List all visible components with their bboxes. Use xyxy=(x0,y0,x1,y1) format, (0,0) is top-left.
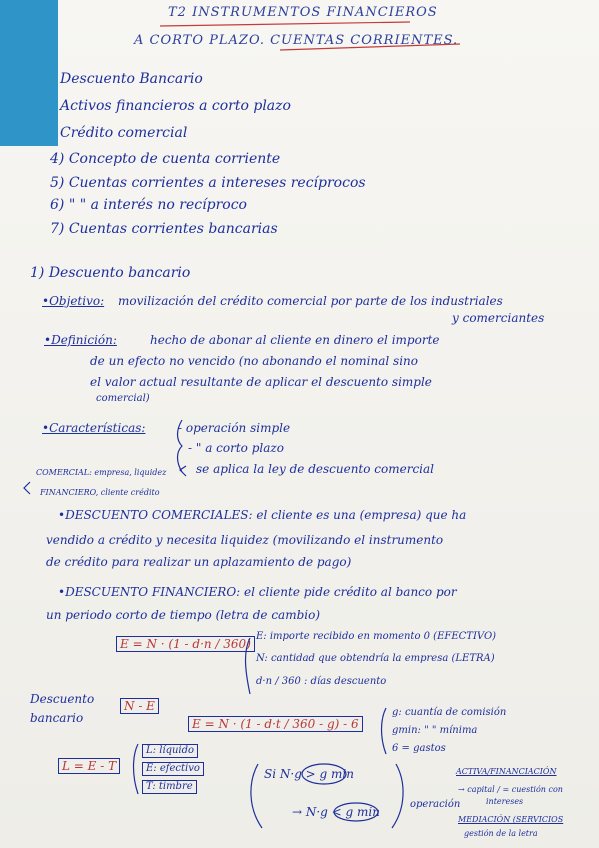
formula-efectivo: E = N · (1 - d·n / 360) xyxy=(116,636,255,652)
objetivo-label: •Objetivo: xyxy=(42,294,105,308)
formula-liquido: L = E - T xyxy=(58,758,120,774)
side-title-descuento: Descuento bancario xyxy=(30,692,95,726)
page-title-line1: T2 INSTRUMENTOS FINANCIEROS xyxy=(168,5,438,20)
operacion-label: operación xyxy=(410,799,461,810)
right-note-5: gestión de la letra xyxy=(464,829,538,838)
right-note-4: MEDIACIÓN (SERVICIOS xyxy=(458,815,564,824)
conditions-right-paren xyxy=(392,764,403,828)
side-note-arrow xyxy=(24,482,30,494)
circle-gmin xyxy=(334,803,378,821)
desc-comerciales-line-3: de crédito para realizar un aplazamiento de pago) xyxy=(46,555,352,569)
definicion-label: •Definición: xyxy=(44,333,117,347)
right-note-2: → capital / = cuestión con xyxy=(458,785,563,794)
condition-2: → N·g < g min xyxy=(292,805,380,819)
legend3-brace xyxy=(134,744,139,794)
index-item-7: 7) Cuentas corrientes bancarias xyxy=(50,221,278,237)
index-item-5: 5) Cuentas corrientes a intereses recíprocos xyxy=(50,175,366,191)
definicion-line-3: el valor actual resultante de aplicar el descuento simple xyxy=(90,375,432,389)
side-note-comercial: COMERCIAL: empresa, liquidez xyxy=(36,468,167,477)
right-note-1: ACTIVA/FINANCIACIÓN xyxy=(456,767,557,776)
index-item-2: Activos financieros a corto plazo xyxy=(60,98,291,114)
desc-financiero-line-2: un periodo corto de tiempo (letra de cambio) xyxy=(46,608,321,622)
legend1-line-1: E: importe recibido en momento 0 (EFECTIVO) xyxy=(256,631,497,642)
section-heading: 1) Descuento bancario xyxy=(30,265,191,281)
legend2-line-1: g: cuantía de comisión xyxy=(392,707,507,718)
condition-1: Si N·g > g min xyxy=(264,767,354,781)
desc-comerciales-line-2: vendido a crédito y necesita liquidez (movilizando el instrumento xyxy=(46,533,444,547)
formula-efectivo-comision: E = N · (1 - d·t / 360 - g) - 6 xyxy=(188,716,363,732)
index-item-3: Crédito comercial xyxy=(60,125,188,141)
caracteristicas-extra: se aplica la ley de descuento comercial xyxy=(196,462,435,476)
n-minus-e-box: N - E xyxy=(120,698,159,714)
objetivo-text-1: movilización del crédito comercial por parte de los industriales xyxy=(118,294,503,308)
definicion-line-1: hecho de abonar al cliente en dinero el importe xyxy=(150,333,440,347)
index-item-6: 6) " " a interés no recíproco xyxy=(50,197,247,213)
legend2-brace xyxy=(382,708,387,754)
legend1-line-3: d·n / 360 : días descuento xyxy=(256,676,387,687)
conditions-left-paren xyxy=(251,764,262,828)
side-note-financiero: FINANCIERO, cliente crédito xyxy=(40,488,160,497)
legend2-line-2: gmin: " " mínima xyxy=(392,725,478,736)
caracteristicas-brace xyxy=(178,420,183,472)
index-item-1: Descuento Bancario xyxy=(60,71,203,87)
right-note-3: intereses xyxy=(486,797,524,806)
definicion-line-2: de un efecto no vencido (no abonando el nominal sino xyxy=(90,354,419,368)
desc-comerciales-line-1: •DESCUENTO COMERCIALES: el cliente es una (empresa) que ha xyxy=(58,508,467,522)
legend2-line-3: 6 = gastos xyxy=(392,743,446,754)
circle-ng xyxy=(302,764,346,784)
side-note-brace xyxy=(180,466,186,476)
definicion-line-4: comercial) xyxy=(96,393,150,404)
legend3-line-3: T: timbre xyxy=(142,780,197,794)
caracteristica-2: - " a corto plazo xyxy=(188,441,284,455)
legend1-line-2: N: cantidad que obtendría la empresa (LETRA) xyxy=(256,653,495,664)
legend3-line-1: L: líquido xyxy=(142,744,198,758)
index-item-4: 4) Concepto de cuenta corriente xyxy=(50,151,281,167)
title-underline-2 xyxy=(280,44,460,50)
legend3-line-2: E: efectivo xyxy=(142,762,204,776)
objetivo-text-2: y comerciantes xyxy=(452,311,545,325)
desc-financiero-line-1: •DESCUENTO FINANCIERO: el cliente pide crédito al banco por xyxy=(58,585,457,599)
caracteristica-1: - operación simple xyxy=(178,421,291,435)
page-title-line2: A CORTO PLAZO. CUENTAS CORRIENTES. xyxy=(134,33,459,48)
caracteristicas-label: •Características: xyxy=(42,421,146,435)
legend1-brace xyxy=(246,638,251,694)
title-underline-1 xyxy=(160,22,410,26)
